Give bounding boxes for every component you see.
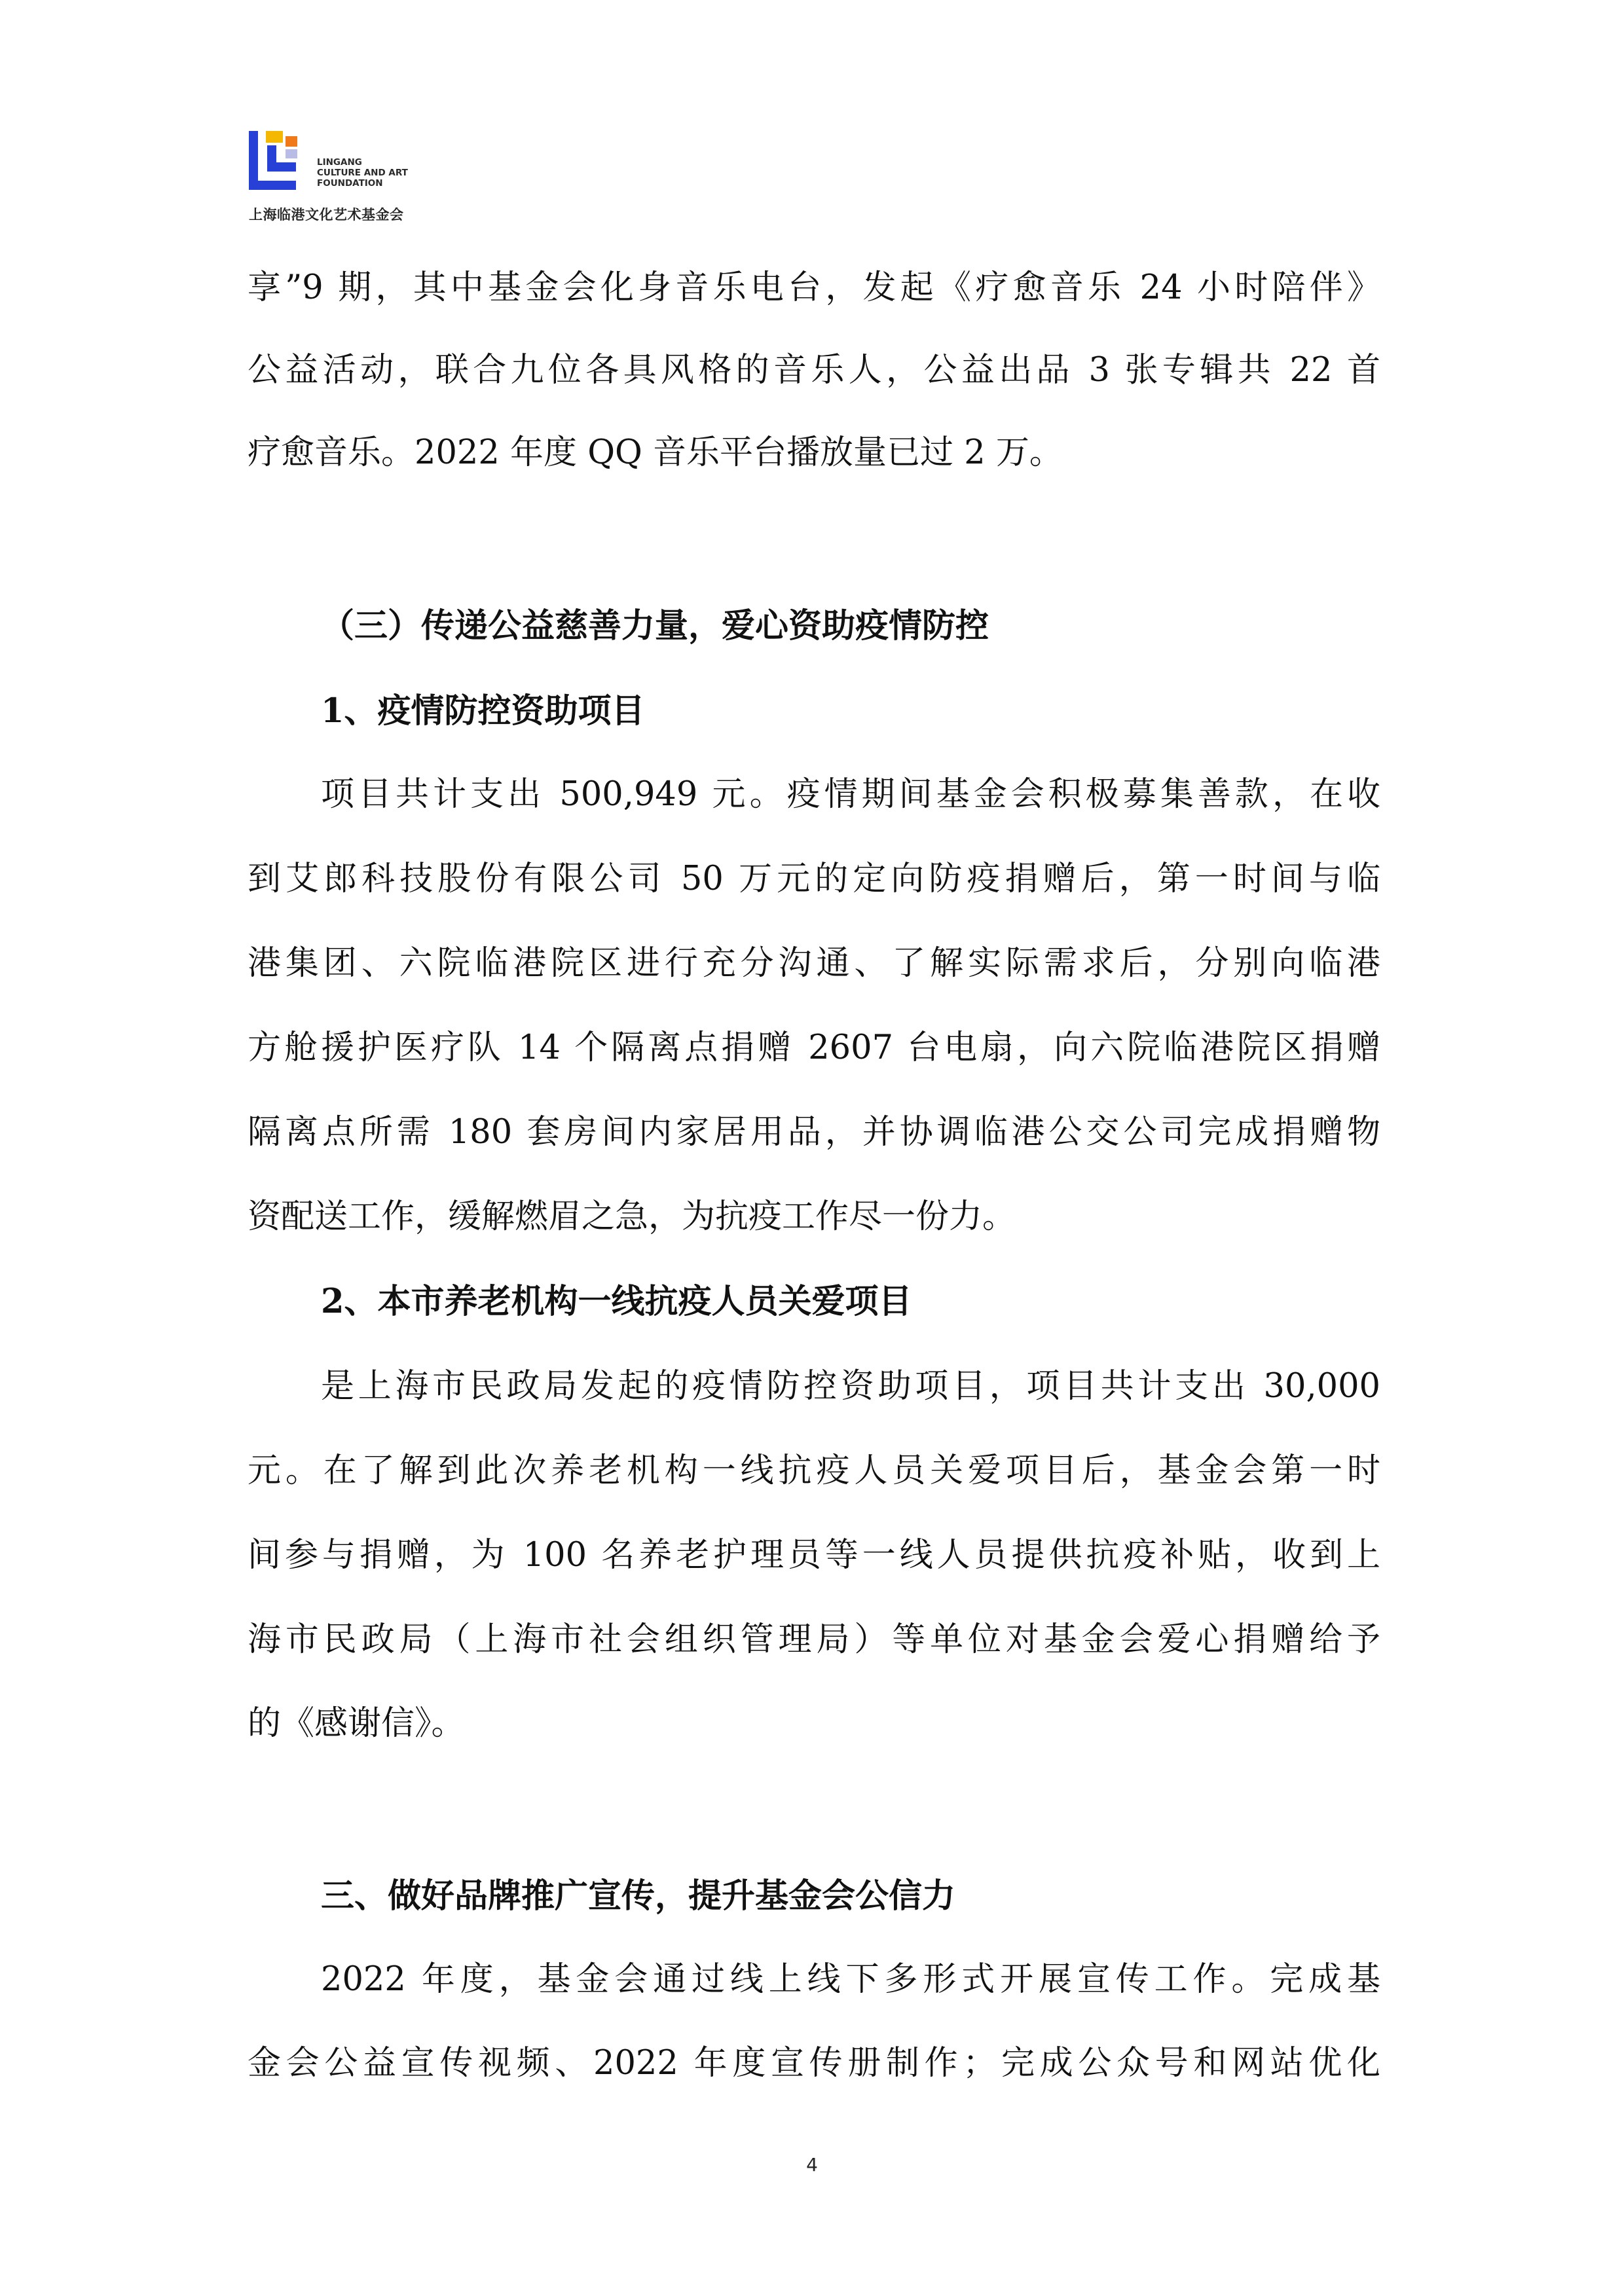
subsection-heading: 2、本市养老机构一线抗疫人员关爱项目 — [321, 1282, 912, 1321]
section-heading: 三、做好品牌推广宣传，提升基金会公信力 — [321, 1876, 956, 1916]
paragraph-line: 的《感谢信》。 — [248, 1704, 465, 1743]
paragraph-line: 方舱援护医疗队 14 个隔离点捐赠 2607 台电扇，向六院临港院区捐赠 — [248, 1029, 1380, 1067]
paragraph-line: 海市民政局（上海市社会组织管理局）等单位对基金会爱心捐赠给予 — [248, 1620, 1380, 1659]
paragraph-line: 金会公益宣传视频、2022 年度宣传册制作；完成公众号和网站优化 — [248, 2044, 1380, 2083]
section-heading: （三）传递公益慈善力量，爱心资助疫情防控 — [321, 606, 989, 646]
paragraph-line: 公益活动，联合九位各具风格的音乐人，公益出品 3 张专辑共 22 首 — [248, 351, 1380, 390]
paragraph-line: 港集团、六院临港院区进行充分沟通、了解实际需求后，分别向临港 — [248, 944, 1380, 983]
foundation-logo — [249, 131, 445, 229]
logo-chinese-text: 上海临港文化艺术基金会 — [249, 207, 404, 223]
logo-en-line: LINGANG — [317, 157, 362, 168]
paragraph-line: 疗愈音乐。2022 年度 QQ 音乐平台播放量已过 2 万。 — [248, 433, 1063, 472]
page-number: 4 — [806, 2154, 818, 2176]
logo-en-line: CULTURE AND ART — [317, 168, 408, 178]
paragraph-line: 间参与捐赠，为 100 名养老护理员等一线人员提供抗疫补贴，收到上 — [248, 1536, 1380, 1575]
paragraph-line: 到艾郎科技股份有限公司 50 万元的定向防疫捐赠后，第一时间与临 — [248, 860, 1380, 898]
paragraph-line: 资配送工作，缓解燃眉之急，为抗疫工作尽一份力。 — [248, 1197, 1016, 1236]
logo-en-line: FOUNDATION — [317, 178, 383, 189]
paragraph-line: 项目共计支出 500,949 元。疫情期间基金会积极募集善款，在收 — [321, 775, 1380, 814]
paragraph-line: 享”9 期，其中基金会化身音乐电台，发起《疗愈音乐 24 小时陪伴》 — [248, 268, 1380, 307]
paragraph-line: 2022 年度，基金会通过线上线下多形式开展宣传工作。完成基 — [321, 1960, 1380, 1999]
subsection-heading: 1、疫情防控资助项目 — [321, 691, 645, 731]
foundation-logo-mark-icon — [249, 131, 314, 199]
logo-english-text — [317, 157, 408, 189]
paragraph-line: 隔离点所需 180 套房间内家居用品，并协调临港公交公司完成捐赠物 — [248, 1113, 1380, 1152]
paragraph-line: 是上海市民政局发起的疫情防控资助项目，项目共计支出 30,000 — [321, 1367, 1380, 1406]
paragraph-line: 元。在了解到此次养老机构一线抗疫人员关爱项目后，基金会第一时 — [248, 1451, 1380, 1490]
